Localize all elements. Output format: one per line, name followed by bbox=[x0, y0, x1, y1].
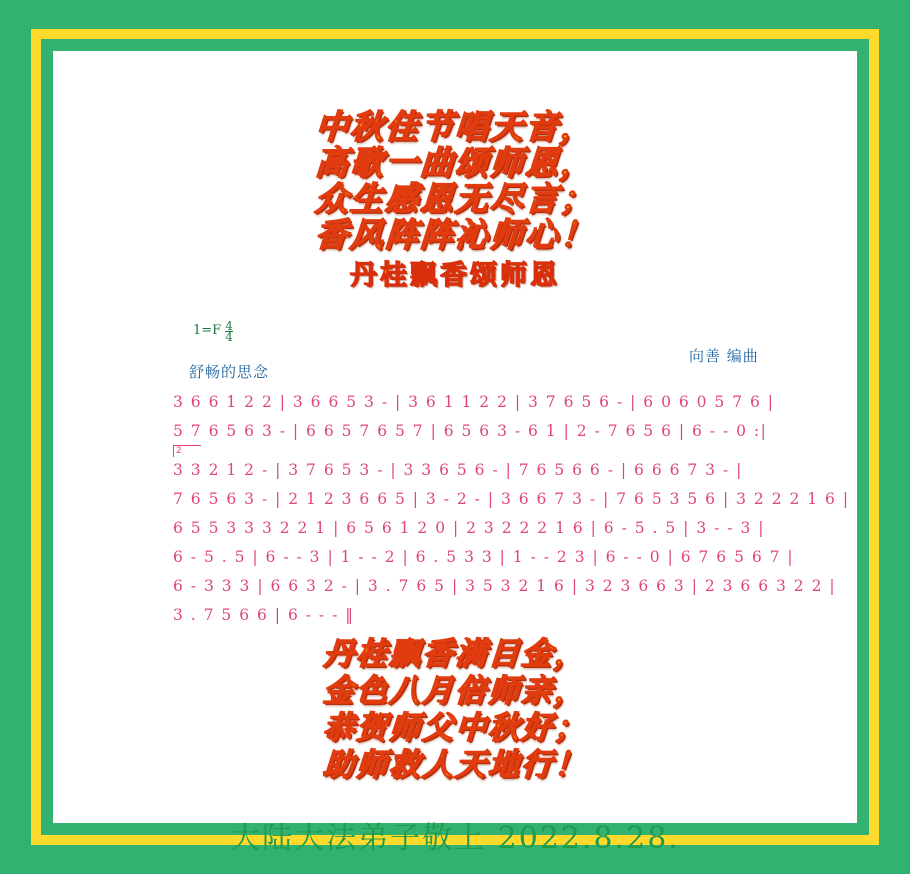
notation-row-text: 7 6 5 6 3 - | 2 1 2 3 6 6 5 | 3 - 2 - | 3 6 6 7 3 - | 7 6 5 3 5 6 | 3 2 2 2 1 6 | bbox=[173, 490, 850, 508]
score-paper bbox=[53, 51, 857, 856]
bottom-poem-line-4: 助师救人天地行！ bbox=[321, 747, 589, 783]
notation-row-text: 3 . 7 5 6 6 | 6 - - - ‖ bbox=[173, 606, 355, 624]
bottom-poem-line-3: 恭贺师父中秋好； bbox=[321, 710, 589, 746]
notation-row bbox=[173, 488, 850, 517]
time-signature-numerator: 4 bbox=[225, 319, 233, 333]
notation-row-text: 5 7 6 5 6 3 - | 6 6 5 7 6 5 7 | 6 5 6 3 - 6 1 | 2 - 7 6 5 6 | 6 - - 0 :| bbox=[173, 422, 768, 440]
notation-row-text: 6 - 3 3 3 | 6 6 3 2 - | 3 . 7 6 5 | 3 5 3 2 1 6 | 3 2 3 6 6 3 | 2 3 6 6 3 2 2 | bbox=[173, 577, 837, 595]
signature-line: 大陆大法弟子敬上 2022.8.28. bbox=[230, 821, 680, 856]
notation-row bbox=[173, 604, 843, 633]
notation-row bbox=[173, 459, 843, 488]
bottom-poem-line-2: 金色八月倍师亲， bbox=[321, 673, 589, 709]
green-inner-frame bbox=[41, 39, 869, 856]
top-poem-line-3: 众生感恩无尽言； bbox=[313, 179, 597, 218]
notation-row bbox=[173, 546, 843, 575]
notation-row-text: 6 - 5 . 5 | 6 - - 3 | 1 - - 2 | 6 . 5 3 3 | 1 - - 2 3 | 6 - - 0 | 6 7 6 5 6 7 | bbox=[173, 548, 795, 566]
bottom-poem bbox=[53, 636, 857, 784]
song-title: 丹桂飘香颂师恩 bbox=[350, 260, 560, 291]
top-poem-line-4: 香风阵阵沁师心！ bbox=[313, 215, 597, 254]
top-poem-line-2: 高歌一曲颂师恩， bbox=[313, 143, 597, 182]
top-poem bbox=[53, 109, 857, 293]
numbered-notation bbox=[173, 391, 850, 633]
key-signature bbox=[193, 319, 233, 344]
notation-row bbox=[173, 420, 843, 449]
notation-row bbox=[173, 391, 843, 420]
notation-row bbox=[173, 517, 843, 546]
second-ending-bracket bbox=[173, 445, 201, 457]
yellow-border-frame bbox=[31, 29, 879, 856]
top-poem-line-1: 中秋佳节唱天音， bbox=[313, 107, 597, 146]
time-signature bbox=[225, 321, 233, 342]
notation-row-text: 6 5 5 3 3 3 2 2 1 | 6 5 6 1 2 0 | 2 3 2 2 2 1 6 | 6 - 5 . 5 | 3 - - 3 | bbox=[173, 519, 765, 537]
tempo-expression: 舒畅的思念 bbox=[189, 363, 270, 381]
composer-credit: 向善 编曲 bbox=[689, 347, 759, 365]
second-ending-label: 2 bbox=[176, 446, 182, 456]
bottom-poem-line-1: 丹桂飘香满目金， bbox=[321, 636, 589, 672]
notation-row bbox=[173, 575, 843, 604]
notation-row-text: 3 6 6 1 2 2 | 3 6 6 5 3 - | 3 6 1 1 2 2 | 3 7 6 5 6 - | 6 0 6 0 5 7 6 | bbox=[173, 393, 775, 411]
time-signature-denominator: 4 bbox=[225, 330, 233, 344]
notation-row-text: 3 3 2 1 2 - | 3 7 6 5 3 - | 3 3 6 5 6 - | 7 6 5 6 6 - | 6 6 6 7 3 - | bbox=[173, 461, 743, 479]
key-signature-text: 1=F bbox=[193, 323, 222, 338]
